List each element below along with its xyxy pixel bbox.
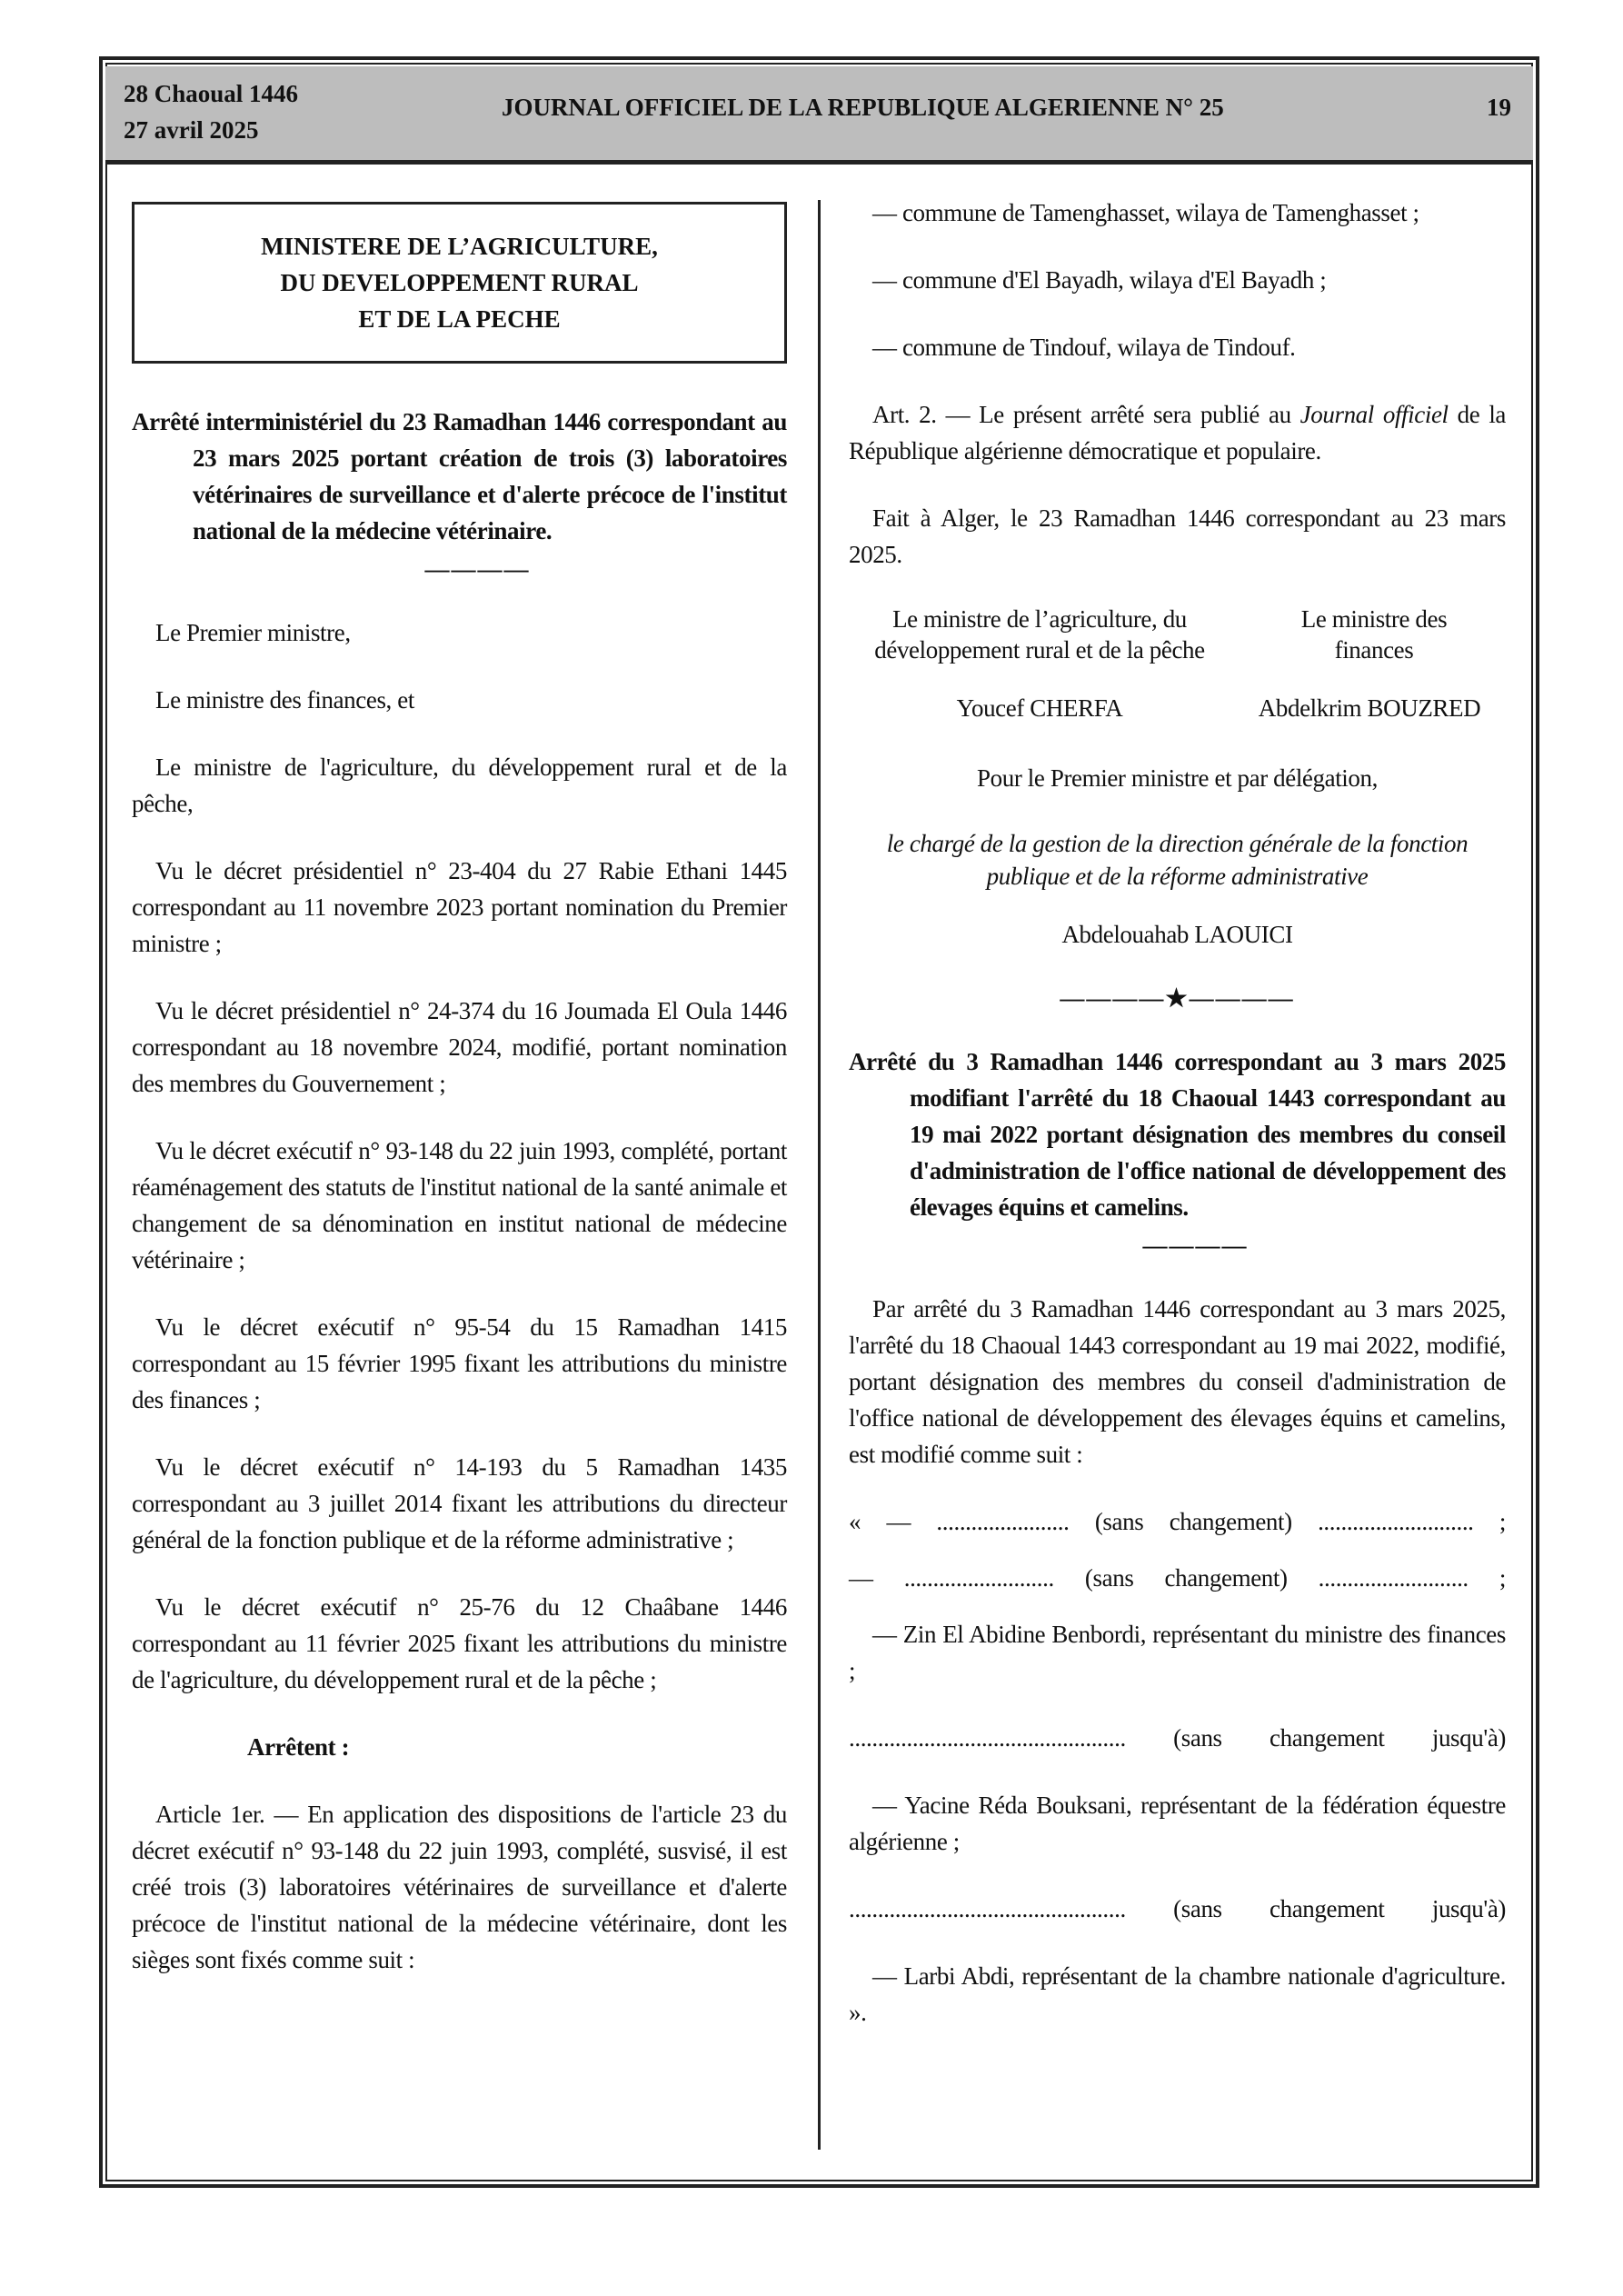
journal-header — [105, 66, 1533, 165]
amended-line: ................................................ (sans changement jusqu'à) — [849, 1724, 1506, 1752]
article-2 — [849, 396, 1506, 469]
ministry-line: ET DE LA PECHE — [358, 305, 561, 333]
paragraph: Vu le décret exécutif n° 95-54 du 15 Ramadhan 1415 correspondant au 15 février 1995 fixant les attributions du ministre des finances ; — [132, 1313, 787, 1413]
journal-officiel: Journal officiel — [1299, 401, 1449, 428]
delegation-title: le chargé de la gestion de la direction générale de la fonction publique et de la réforme administrative — [886, 830, 1469, 890]
amended-line: — Larbi Abdi, représentant de la chambre nationale d'agriculture. ». — [849, 1962, 1506, 2026]
paragraph: Vu le décret exécutif n° 93-148 du 22 juin 1993, complété, portant réaménagement des statuts de l'institut national de la santé animale et changement de sa dénomination en institut national de médecine vétérinaire ; — [132, 1137, 787, 1273]
ministry-line: DU DEVELOPPEMENT RURAL — [280, 269, 639, 296]
signatory-1-name: Youcef CHERFA — [956, 694, 1123, 722]
delegation-line: Pour le Premier ministre et par délégation, — [977, 764, 1378, 792]
signatory-3-name: Abdelouahab LAOUICI — [1061, 921, 1293, 948]
paragraph: Vu le décret présidentiel n° 23-404 du 27 Rabie Ethani 1445 correspondant au 11 novembre 2023 portant nomination du Premier ministre ; — [132, 857, 787, 957]
separator: ———— — [1142, 1232, 1249, 1259]
amended-line: — Yacine Réda Bouksani, représentant de la fédération équestre algérienne ; — [849, 1792, 1506, 1855]
star-separator: ————★———— — [1060, 984, 1295, 1012]
column-divider — [818, 200, 821, 2150]
paragraph: Par arrêté du 3 Ramadhan 1446 correspondant au 3 mars 2025, l'arrêté du 18 Chaoual 1443 correspondant au 19 mai 2022, modifié, portant désignation des membres du conseil d'administration de l'office national de développement des élevages équins et camelins, est modifié comme suit : — [849, 1295, 1506, 1468]
date-hijri: 28 Chaoual 1446 — [124, 80, 299, 107]
paragraph: Le Premier ministre, — [155, 619, 351, 646]
art2-text-end: de la République algérienne démocratique et populaire. — [849, 401, 1506, 464]
signatory-2-name: Abdelkrim BOUZRED — [1258, 694, 1481, 722]
amended-line: — .......................... (sans changement) .......................... ; — [849, 1564, 1506, 1592]
fait-a-alger: Fait à Alger, le 23 Ramadhan 1446 correspondant au 23 mars 2025. — [849, 504, 1506, 568]
paragraph: Le ministre de l'agriculture, du développement rural et de la pêche, — [132, 754, 787, 817]
separator: ———— — [424, 555, 531, 583]
signatory-1-title: Le ministre de l’agriculture, du développement rural et de la pêche — [874, 605, 1205, 664]
commune-item: — commune de Tindouf, wilaya de Tindouf. — [872, 334, 1296, 361]
amended-line: ................................................ (sans changement jusqu'à) — [849, 1895, 1506, 1922]
commune-item: — commune de Tamenghasset, wilaya de Tamenghasset ; — [872, 199, 1419, 226]
date-gregorian: 27 avril 2025 — [124, 116, 259, 144]
signature-titles-row — [849, 604, 1506, 665]
signature-names-row — [849, 693, 1506, 724]
ministry-line: MINISTERE DE L’AGRICULTURE, — [261, 233, 658, 260]
paragraph: Vu le décret exécutif n° 14-193 du 5 Ramadhan 1435 correspondant au 3 juillet 2014 fixant les attributions du directeur général de la fonction publique et de la réforme administrative ; — [132, 1453, 787, 1553]
signatory-2-title: Le ministre des finances — [1300, 605, 1448, 664]
amended-line: « — ....................... (sans changement) ........................... ; — [849, 1508, 1506, 1535]
commune-item: — commune d'El Bayadh, wilaya d'El Bayadh ; — [872, 266, 1327, 294]
amended-line: — Zin El Abidine Benbordi, représentant du ministre des finances ; — [849, 1621, 1506, 1684]
journal-title: JOURNAL OFFICIEL DE LA REPUBLIQUE ALGERIENNE N° 25 — [502, 94, 1224, 121]
page-number: 19 — [1487, 94, 1511, 121]
left-column — [132, 195, 787, 2009]
decree-heading-2: Arrêté du 3 Ramadhan 1446 correspondant au 3 mars 2025 modifiant l'arrêté du 18 Chaoual 1443 correspondant au 19 mai 2022 portant désignation des membres du conseil d'administration de l'office national de développement des élevages équins et camelins. — [849, 1048, 1506, 1221]
right-column — [849, 195, 1506, 2061]
ministry-box — [132, 202, 787, 364]
arretent-heading: Arrêtent : — [247, 1733, 350, 1761]
paragraph: Le ministre des finances, et — [155, 686, 414, 714]
paragraph: Vu le décret présidentiel n° 24-374 du 16 Joumada El Oula 1446 correspondant au 18 novembre 2024, modifié, portant nomination des membres du Gouvernement ; — [132, 997, 787, 1097]
art2-text: Art. 2. — Le présent arrêté sera publié au — [872, 401, 1300, 428]
article-1: Article 1er. — En application des dispositions de l'article 23 du décret exécutif n° 93-148 du 22 juin 1993, complété, susvisé, il est créé trois (3) laboratoires vétérinaires de surveillance et d'alerte précoce de l'institut national de la médecine vétérinaire, dont les sièges sont fixés comme suit : — [132, 1801, 787, 1973]
paragraph: Vu le décret exécutif n° 25-76 du 12 Chaâbane 1446 correspondant au 11 février 2025 fixant les attributions du ministre de l'agriculture, du développement rural et de la pêche ; — [132, 1593, 787, 1693]
decree-heading: Arrêté interministériel du 23 Ramadhan 1446 correspondant au 23 mars 2025 portant création de trois (3) laboratoires vétérinaires de surveillance et d'alerte précoce de l'institut national de la médecine vétérinaire. — [132, 408, 787, 544]
